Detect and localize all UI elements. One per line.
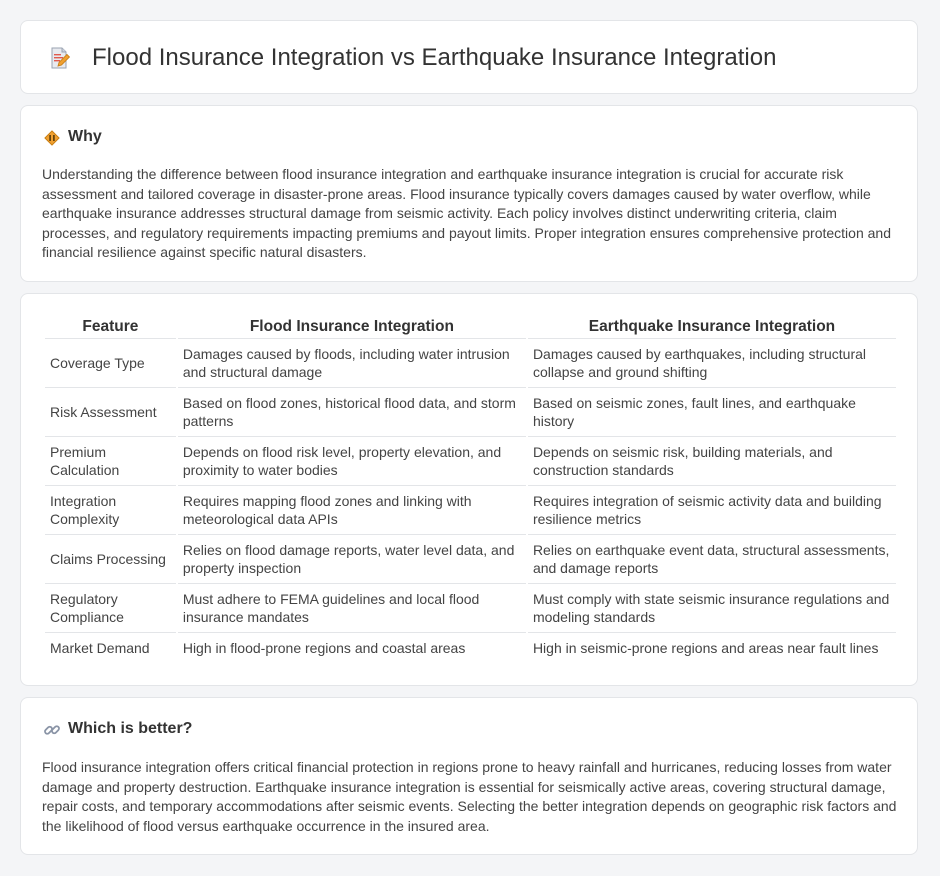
feature-cell: Integration Complexity [45, 486, 176, 535]
feature-cell: Premium Calculation [45, 437, 176, 486]
title-card [20, 20, 918, 94]
comparison-table [43, 316, 898, 663]
warning-sign-icon [43, 129, 61, 147]
flood-cell: Requires mapping flood zones and linking with meteorological data APIs [178, 486, 526, 535]
table-row [45, 535, 896, 584]
header-earthquake: Earthquake Insurance Integration [528, 316, 896, 339]
feature-cell: Claims Processing [45, 535, 176, 584]
table-row [45, 339, 896, 388]
earthquake-cell: High in seismic-prone regions and areas near fault lines [532, 640, 879, 656]
why-heading: Why [68, 128, 102, 145]
table-row [45, 584, 896, 633]
feature-cell: Regulatory Compliance [45, 584, 176, 633]
flood-cell: High in flood-prone regions and coastal areas [182, 640, 466, 656]
earthquake-cell: Must comply with state seismic insurance regulations and modeling standards [528, 584, 896, 633]
why-section [20, 105, 918, 282]
which-better-section [20, 697, 918, 855]
table-row [45, 486, 896, 535]
earthquake-cell: Relies on earthquake event data, structural assessments, and damage reports [528, 535, 896, 584]
earthquake-cell: Requires integration of seismic activity data and building resilience metrics [528, 486, 896, 535]
table-row [45, 437, 896, 486]
table-row [45, 388, 896, 437]
feature-cell: Market Demand [50, 640, 150, 656]
flood-cell: Based on flood zones, historical flood data, and storm patterns [178, 388, 526, 437]
flood-cell: Damages caused by floods, including water intrusion and structural damage [178, 339, 526, 388]
earthquake-cell: Damages caused by earthquakes, including structural collapse and ground shifting [528, 339, 896, 388]
page-title: Flood Insurance Integration vs Earthquake Insurance Integration [92, 44, 777, 71]
feature-cell: Coverage Type [45, 339, 176, 388]
which-better-heading: Which is better? [68, 720, 193, 737]
which-better-body: Flood insurance integration offers critical financial protection in regions prone to heavy rainfall and hurricanes, reducing losses from water damage and property destruction. Earthquake insurance integration is essential for seismically active areas, covering structural damage, repair costs, and temporary accommodations after seismic events. Selecting the better integration depends on geographic risk factors and the likelihood of flood versus earthquake occurrence in the insured area. [42, 759, 897, 834]
header-feature: Feature [45, 316, 176, 339]
earthquake-cell: Based on seismic zones, fault lines, and earthquake history [528, 388, 896, 437]
header-flood: Flood Insurance Integration [178, 316, 526, 339]
flood-cell: Depends on flood risk level, property elevation, and proximity to water bodies [178, 437, 526, 486]
earthquake-cell: Depends on seismic risk, building materials, and construction standards [528, 437, 896, 486]
flood-cell: Must adhere to FEMA guidelines and local flood insurance mandates [178, 584, 526, 633]
link-icon [43, 721, 61, 739]
flood-cell: Relies on flood damage reports, water level data, and property inspection [178, 535, 526, 584]
why-body: Understanding the difference between flood insurance integration and earthquake insurance integration is crucial for accurate risk assessment and tailored coverage in disaster-prone areas. Flood insurance typically covers damages caused by water overflow, while earthquake insurance addresses structural damage from seismic activity. Each policy involves distinct underwriting criteria, claim processes, and regulatory requirements impacting premiums and payout limits. Proper integration ensures comprehensive protection and financial resilience against specific natural disasters. [42, 166, 891, 260]
table-header-row [45, 316, 896, 339]
document-edit-icon [47, 46, 71, 70]
comparison-section [20, 293, 918, 686]
feature-cell: Risk Assessment [45, 388, 176, 437]
table-row [45, 633, 896, 663]
